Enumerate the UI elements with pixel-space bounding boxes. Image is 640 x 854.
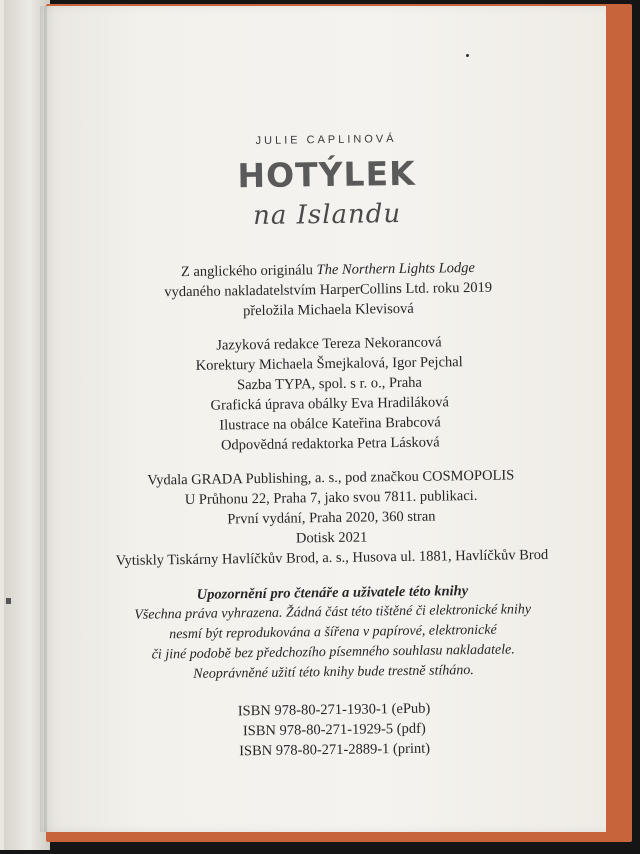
imprint-content	[64, 0, 596, 854]
book-subtitle: na Islandu	[252, 198, 402, 232]
credit-line: Odpovědná redaktorka Petra Lásková	[220, 434, 440, 454]
original-title: The Northern Lights Lodge	[316, 259, 476, 279]
isbn-line: ISBN 978-80-271-1929-5 (pdf)	[242, 720, 426, 740]
publication-line: Vytiskly Tiskárny Havlíčkův Brod, a. s., Husova ul. 1881, Havlíčkův Brod	[115, 546, 549, 570]
publication-line: Vydala GRADA Publishing, a. s., pod značkou COSMOPOLIS	[147, 467, 515, 489]
page-fold-shadow	[44, 6, 47, 832]
credit-line: Sazba TYPA, spol. s r. o., Praha	[236, 374, 423, 394]
credit-line: Grafická úprava obálky Eva Hradiláková	[210, 394, 450, 414]
translation-line-2: vydaného nakladatelstvím HarperCollins Ltd. roku 2019	[164, 279, 493, 301]
publication-line: Dotisk 2021	[295, 529, 368, 547]
translation-line-3: přeložila Michaela Klevisová	[243, 300, 414, 320]
notice-line: Neoprávněné užití této knihy bude trestně stíháno.	[193, 663, 474, 682]
translation-prefix: Z anglického originálu	[180, 262, 317, 281]
author-name: JULIE CAPLINOVÁ	[255, 133, 397, 148]
publication-line: U Průhonu 22, Praha 7, jako svou 7811. publikaci.	[184, 487, 478, 509]
isbn-line: ISBN 978-80-271-2889-1 (print)	[239, 740, 431, 760]
credit-line: Korektury Michaela Šmejkalová, Igor Pejchal	[195, 354, 463, 374]
credit-line: Ilustrace na obálce Kateřina Brabcová	[219, 414, 441, 434]
isbn-line: ISBN 978-80-271-1930-1 (ePub)	[237, 700, 431, 720]
notice-line: Všechna práva vyhrazena. Žádná část této tištěné či elektronické knihy	[134, 602, 532, 623]
notice-line: nesmí být reprodukována a šířena v papírové, elektronické	[169, 622, 497, 643]
publication-line: První vydání, Praha 2020, 360 stran	[227, 508, 436, 528]
book-title: HOTÝLEK	[237, 153, 416, 196]
notice-line: či jiné podobě bez předchozího písemného souhlasu nakladatele.	[151, 642, 515, 663]
notice-heading: Upozornění pro čtenáře a uživatele této knihy	[196, 583, 469, 603]
margin-mark	[6, 598, 11, 604]
credit-line: Jazyková redakce Tereza Nekorancová	[216, 334, 442, 354]
